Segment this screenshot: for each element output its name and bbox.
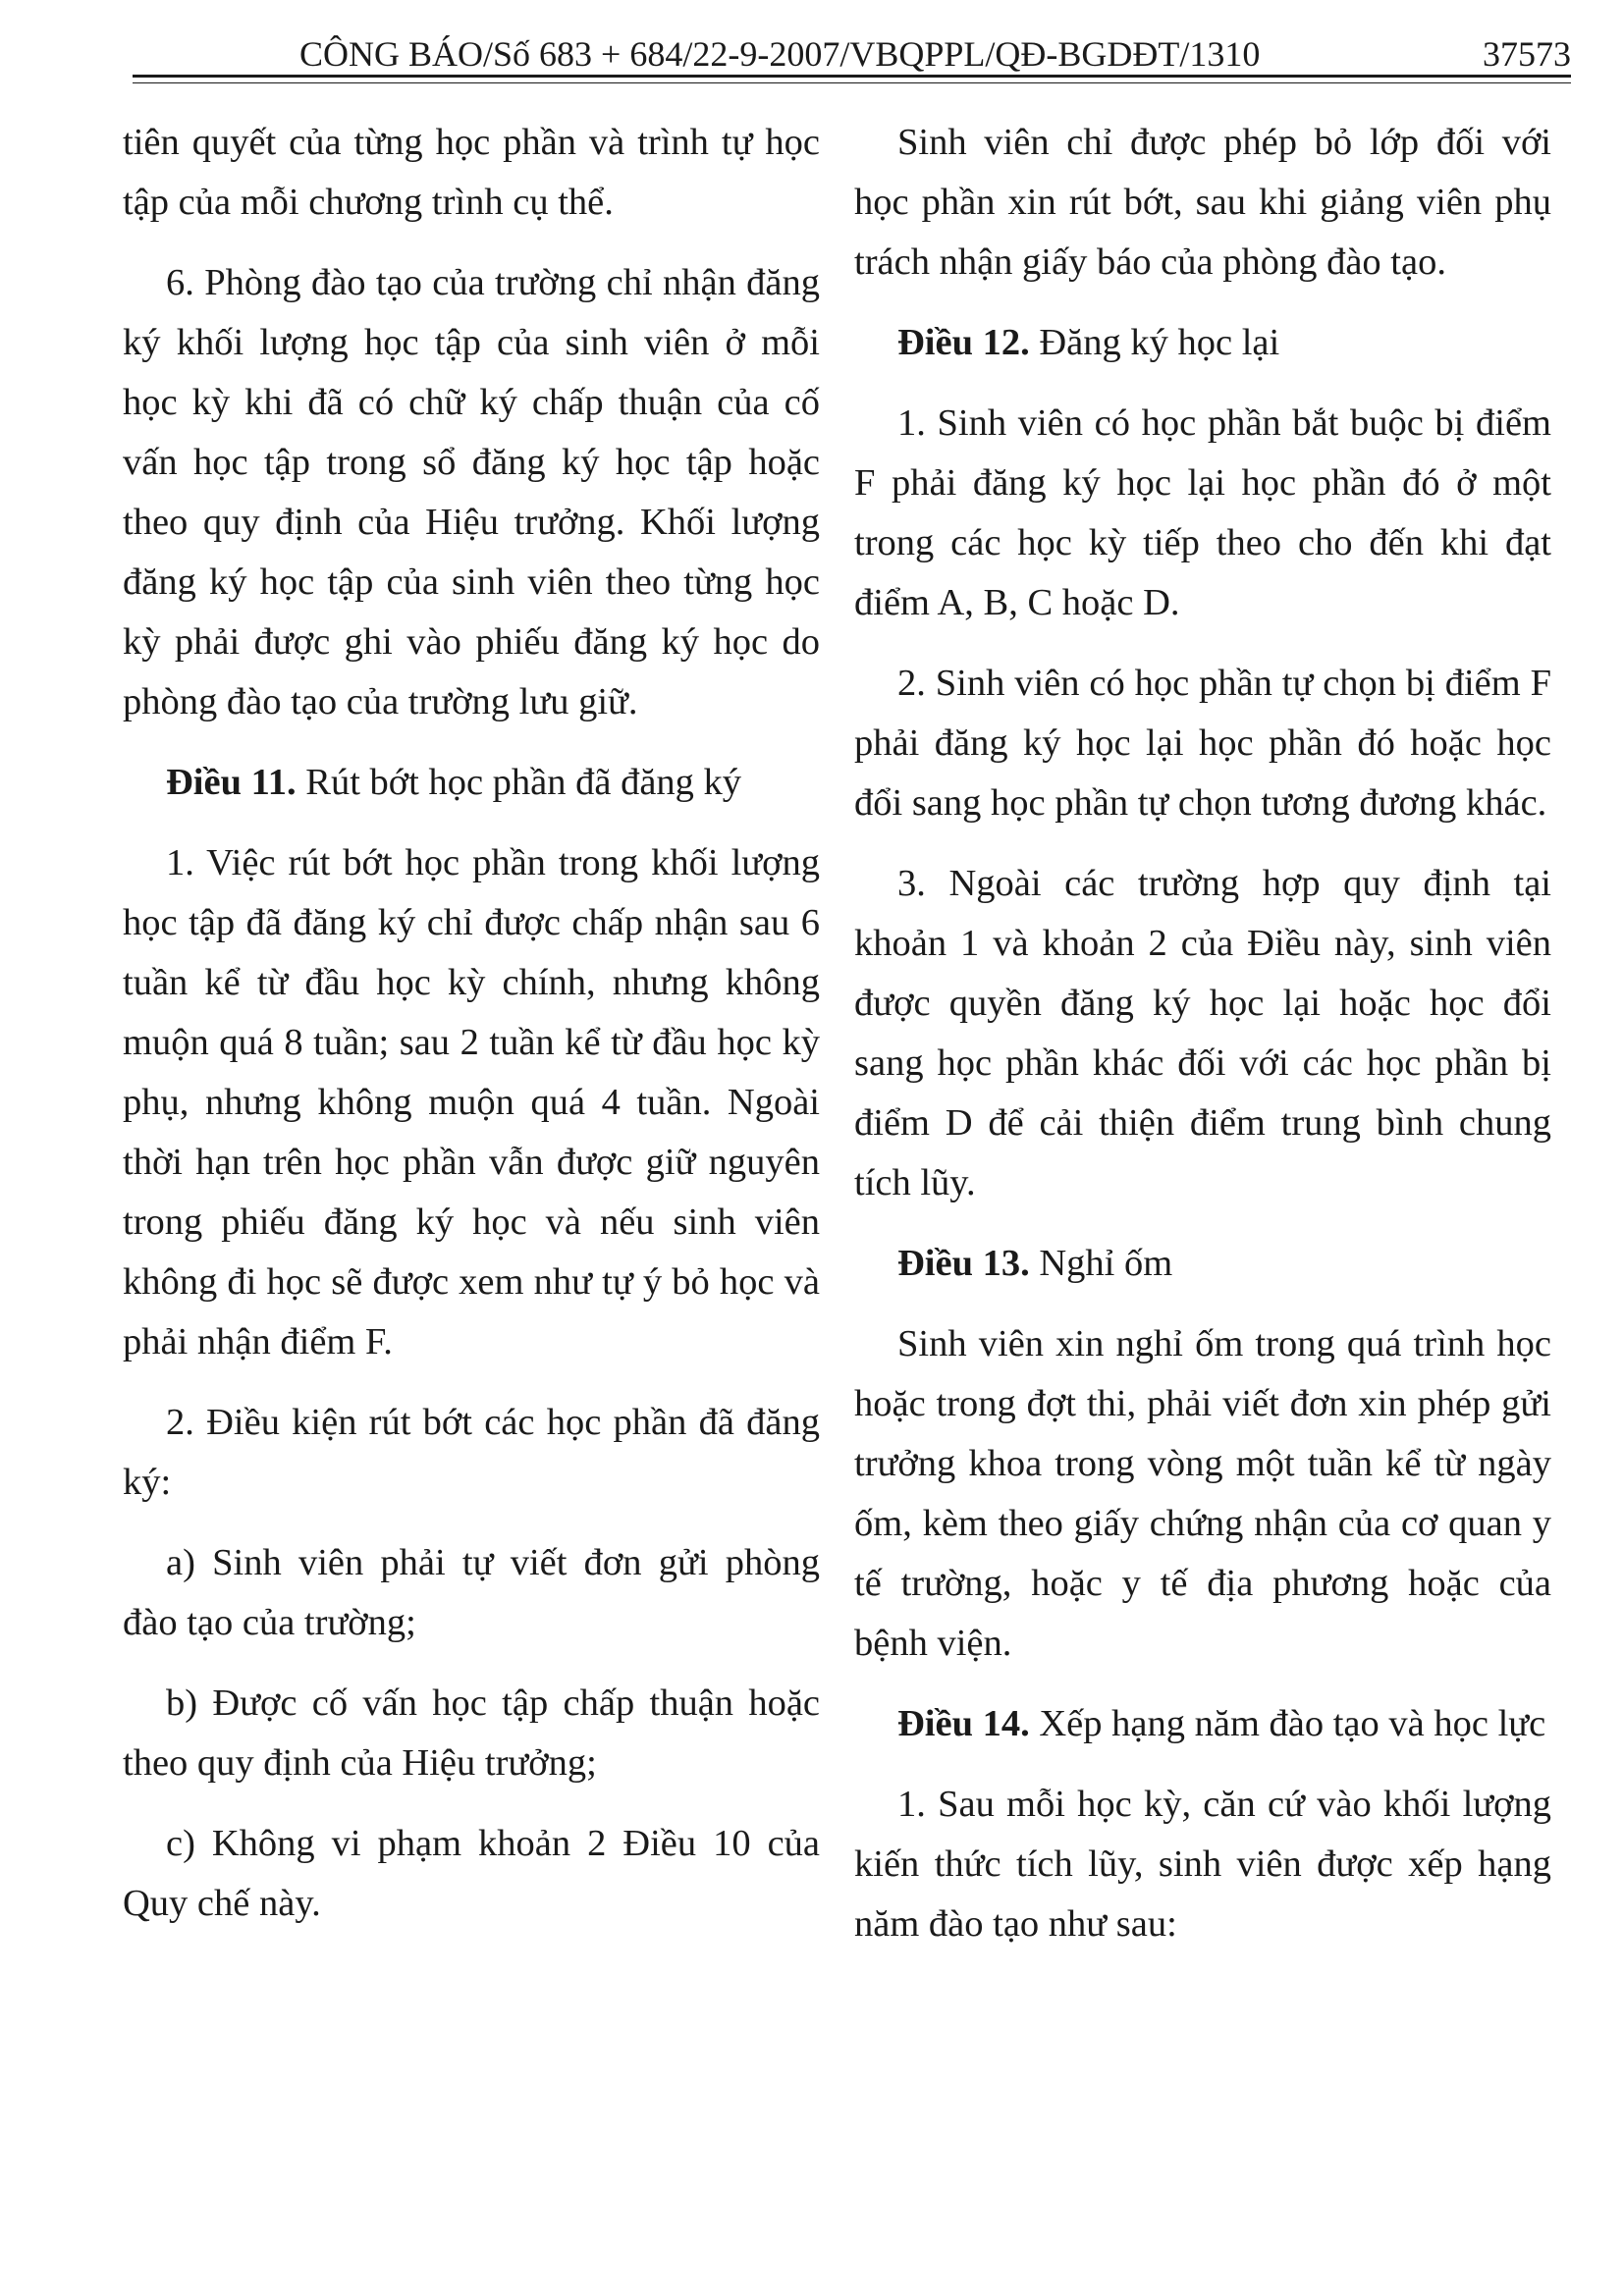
right-column — [854, 113, 1551, 1975]
gazette-header-title: CÔNG BÁO/Số 683 + 684/22-9-2007/VBQPPL/QĐ-BGDĐT/1310 — [299, 34, 1261, 74]
article-heading — [854, 1694, 1551, 1754]
header-rule-thick — [133, 75, 1571, 78]
article-heading — [854, 313, 1551, 373]
paragraph: c) Không vi phạm khoản 2 Điều 10 của Quy chế này. — [123, 1823, 820, 1924]
paragraph: 3. Ngoài các trường hợp quy định tại khoản 1 và khoản 2 của Điều này, sinh viên được quyền đăng ký học lại hoặc học đổi sang học phần khác đối với các học phần bị điểm D để cải thiện điểm trung bình chung tích lũy. — [854, 863, 1551, 1203]
page-number: 37573 — [1483, 34, 1571, 74]
article-title: Xếp hạng năm đào tạo và học lực — [1039, 1703, 1546, 1744]
article-title: Nghỉ ốm — [1039, 1243, 1173, 1284]
article-heading — [123, 753, 820, 813]
page-header — [118, 27, 1571, 75]
article-label: Điều 11. — [166, 762, 297, 803]
paragraph: tiên quyết của từng học phần và trình tự học tập của mỗi chương trình cụ thể. — [123, 122, 820, 223]
article-title: Đăng ký học lại — [1039, 322, 1280, 363]
paragraph: 1. Sinh viên có học phần bắt buộc bị điểm F phải đăng ký học lại học phần đó ở một trong các học kỳ tiếp theo cho đến khi đạt điểm A, B, C hoặc D. — [854, 402, 1551, 623]
left-column — [123, 113, 820, 1954]
article-label: Điều 14. — [897, 1703, 1030, 1744]
article-label: Điều 12. — [897, 322, 1030, 363]
paragraph: 2. Điều kiện rút bớt các học phần đã đăng ký: — [123, 1402, 820, 1503]
paragraph: Sinh viên xin nghỉ ốm trong quá trình học hoặc trong đợt thi, phải viết đơn xin phép gửi trưởng khoa trong vòng một tuần kể từ ngày ốm, kèm theo giấy chứng nhận của cơ quan y tế trường, hoặc y tế địa phương hoặc của bệnh viện. — [854, 1323, 1551, 1664]
article-title: Rút bớt học phần đã đăng ký — [305, 762, 742, 803]
paragraph: 6. Phòng đào tạo của trường chỉ nhận đăng ký khối lượng học tập của sinh viên ở mỗi học kỳ khi đã có chữ ký chấp thuận của cố vấn học tập trong sổ đăng ký học tập hoặc theo quy định của Hiệu trưởng. Khối lượng đăng ký học tập của sinh viên theo từng học kỳ phải được ghi vào phiếu đăng ký học do phòng đào tạo của trường lưu giữ. — [123, 262, 820, 722]
paragraph: Sinh viên chỉ được phép bỏ lớp đối với học phần xin rút bớt, sau khi giảng viên phụ trách nhận giấy báo của phòng đào tạo. — [854, 122, 1551, 283]
article-label: Điều 13. — [897, 1243, 1030, 1284]
paragraph: 1. Việc rút bớt học phần trong khối lượng học tập đã đăng ký chỉ được chấp nhận sau 6 tuần kể từ đầu học kỳ chính, nhưng không muộn quá 8 tuần; sau 2 tuần kể từ đầu học kỳ phụ, nhưng không muộn quá 4 tuần. Ngoài thời hạn trên học phần vẫn được giữ nguyên trong phiếu đăng ký học và nếu sinh viên không đi học sẽ được xem như tự ý bỏ học và phải nhận điểm F. — [123, 842, 820, 1362]
paragraph: a) Sinh viên phải tự viết đơn gửi phòng đào tạo của trường; — [123, 1542, 820, 1643]
article-heading — [854, 1234, 1551, 1294]
paragraph: b) Được cố vấn học tập chấp thuận hoặc theo quy định của Hiệu trưởng; — [123, 1682, 820, 1784]
paragraph: 2. Sinh viên có học phần tự chọn bị điểm F phải đăng ký học lại học phần đó hoặc học đổi sang học phần tự chọn tương đương khác. — [854, 663, 1551, 824]
paragraph: 1. Sau mỗi học kỳ, căn cứ vào khối lượng kiến thức tích lũy, sinh viên được xếp hạng năm đào tạo như sau: — [854, 1784, 1551, 1945]
header-rule-thin — [133, 82, 1571, 83]
